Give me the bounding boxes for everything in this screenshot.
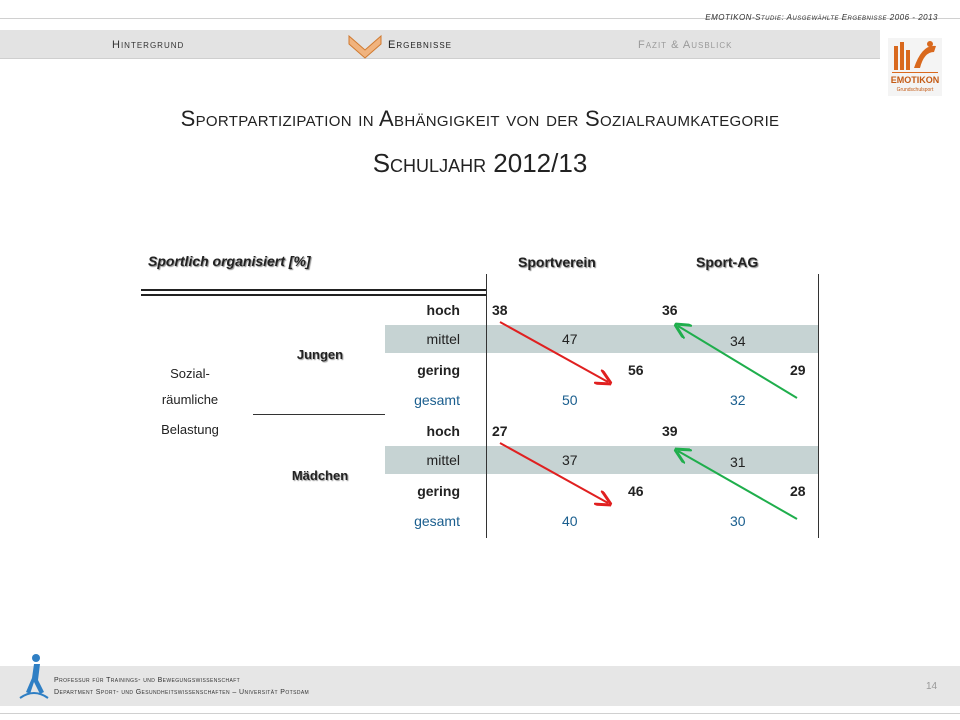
column-header-sport-ag: Sport-AG [696, 254, 759, 270]
red-arrow-jungen [500, 322, 608, 382]
row-label-gering: gering [417, 362, 460, 378]
table-cell: 46 [628, 483, 644, 499]
table-caption: Sportlich organisiert [%] [148, 253, 311, 269]
table-cell: 40 [562, 513, 578, 529]
side-label-line2: räumliche [161, 392, 219, 407]
table-cell: 37 [562, 452, 578, 468]
footer-line-1: Professur für Trainings- und Bewegungswissenschaft [54, 677, 241, 684]
row-label-gering: gering [417, 483, 460, 499]
nav-fazit-ausblick[interactable]: Fazit & Ausblick [638, 39, 733, 51]
table-cell: 36 [662, 302, 678, 318]
table-cell: 28 [790, 483, 806, 499]
nav-ergebnisse[interactable]: Ergebnisse [388, 39, 453, 51]
study-title: EMOTIKON-Studie: Ausgewählte Ergebnisse 2006 - 2013 [705, 13, 938, 22]
table-cell: 56 [628, 362, 644, 378]
table-cell: 29 [790, 362, 806, 378]
table-cell: 30 [730, 513, 746, 529]
footer-line-2: Department Sport- und Gesundheitswissenschaften – Universität Potsdam [54, 689, 310, 696]
green-arrow-jungen [678, 326, 797, 398]
row-label-hoch: hoch [426, 302, 460, 318]
green-arrow-maedchen [678, 451, 797, 519]
page-number: 14 [926, 681, 938, 692]
red-arrow-maedchen [500, 443, 608, 503]
group-label-maedchen: Mädchen [291, 468, 349, 483]
university-logo-icon [14, 648, 54, 704]
row-label-mittel: mittel [426, 331, 460, 347]
svg-text:EMOTIKON: EMOTIKON [890, 75, 940, 85]
column-header-sportverein: Sportverein [518, 254, 596, 270]
table-cell: 47 [562, 331, 578, 347]
table-cell: 38 [492, 302, 508, 318]
row-label-hoch: hoch [426, 423, 460, 439]
slide-title: Sportpartizipation in Abhängigkeit von der Sozialraumkategorie [180, 106, 780, 131]
table-cell: 32 [730, 392, 746, 408]
table-cell: 39 [662, 423, 678, 439]
slide-subtitle: Schuljahr 2012/13 [372, 148, 588, 178]
nav-hintergrund[interactable]: Hintergrund [112, 39, 185, 51]
svg-text:Grundschulsport: Grundschulsport [896, 87, 934, 93]
bottom-divider [0, 713, 960, 714]
row-label-mittel: mittel [426, 452, 460, 468]
table-cell: 50 [562, 392, 578, 408]
table-cell: 31 [730, 454, 746, 470]
row-label-gesamt: gesamt [414, 392, 460, 408]
footer-bar [0, 666, 960, 706]
row-label-gesamt: gesamt [414, 513, 460, 529]
table-cell: 34 [730, 333, 746, 349]
side-label-line1: Sozial- [170, 366, 210, 381]
side-label-line3: Belastung [161, 422, 219, 437]
table-cell: 27 [492, 423, 508, 439]
group-label-jungen: Jungen [296, 347, 344, 362]
